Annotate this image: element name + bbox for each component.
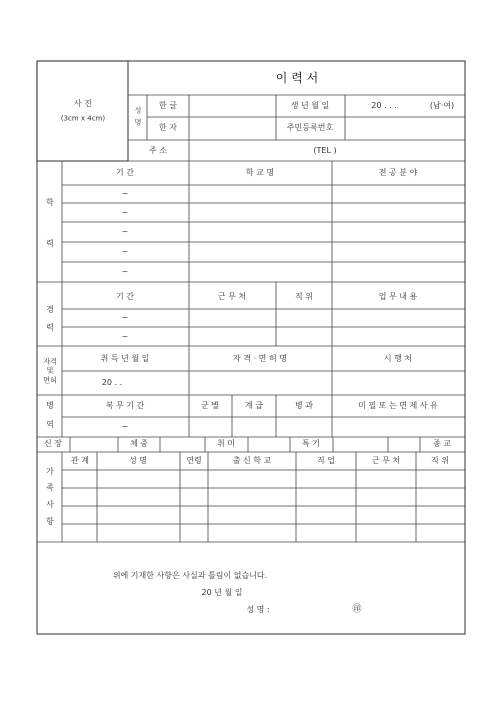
career-row-period: ~ <box>121 332 129 341</box>
name-label-1: 성 <box>134 106 142 115</box>
license-header-date: 취 득 년 월 일 <box>100 354 150 363</box>
name-hanja-label: 한 자 <box>159 123 177 132</box>
education-row-period: ~ <box>121 208 129 217</box>
family-header-workplace: 근 무 처 <box>371 456 401 465</box>
career-header-duties: 업 무 내 용 <box>378 292 418 301</box>
seal-mark: ㊞ <box>352 604 362 615</box>
education-row-period: ~ <box>121 189 129 198</box>
religion-label: 종 교 <box>433 439 451 448</box>
family-header-age: 연령 <box>186 456 202 465</box>
military-section-1: 병 <box>46 401 54 410</box>
education-header-period: 기 간 <box>116 168 134 177</box>
height-label: 신 장 <box>44 439 62 448</box>
address-label: 주 소 <box>149 146 167 155</box>
license-header-issuer: 시 행 처 <box>383 354 413 363</box>
family-header-school: 출 신 학 교 <box>232 456 272 465</box>
career-header-position: 직 위 <box>295 292 313 301</box>
resident-no-label: 주민등록번호 <box>286 123 334 132</box>
declaration-date: 20 년 월 일 <box>201 588 243 597</box>
career-row-period: ~ <box>121 313 129 322</box>
education-row-period: ~ <box>121 267 129 276</box>
family-header-job: 직 업 <box>317 456 335 465</box>
education-header-school: 학 교 명 <box>245 168 275 177</box>
career-section-1: 경 <box>46 305 54 314</box>
military-section-2: 역 <box>46 420 54 429</box>
military-row-period: ~ <box>121 422 129 431</box>
special-skill-label: 특 기 <box>302 439 320 448</box>
declaration-statement: 위에 기재한 사항은 사실과 틀림이 없습니다. <box>112 571 268 580</box>
education-section-2: 력 <box>46 239 54 248</box>
family-header-relation: 관 계 <box>71 456 89 465</box>
career-header-workplace: 근 무 처 <box>217 292 247 301</box>
career-header-period: 기 간 <box>116 292 134 301</box>
declaration-signer-label: 성 명 : <box>246 605 270 614</box>
gender-value: (남·여) <box>429 101 455 110</box>
birth-label: 생 년 월 일 <box>290 101 330 110</box>
license-row-date: 20 . . <box>101 378 123 387</box>
document-title: 이 력 서 <box>275 71 319 85</box>
family-section-4: 항 <box>46 517 54 526</box>
photo-label: 사 진 <box>74 99 92 108</box>
license-section-1: 자격 <box>43 357 57 366</box>
family-section-1: 가 <box>46 467 54 476</box>
license-section-3: 면허 <box>43 376 57 385</box>
photo-size: (3cm x 4cm) <box>60 114 106 123</box>
weight-label: 체 중 <box>130 439 148 448</box>
career-section-2: 력 <box>46 323 54 332</box>
education-header-major: 전 공 분 야 <box>378 168 418 177</box>
license-section-2: 및 <box>46 366 54 375</box>
family-header-position: 직 위 <box>431 456 449 465</box>
military-header-period: 복 무 기 간 <box>105 401 145 410</box>
education-section-1: 학 <box>46 198 54 207</box>
name-korean-label: 한 글 <box>159 101 177 110</box>
military-header-specialty: 병 과 <box>295 401 313 410</box>
military-header-exemption: 미 필 또 는 면 제 사 유 <box>358 401 438 410</box>
military-header-branch: 군 별 <box>201 401 219 410</box>
family-header-name: 성 명 <box>129 456 147 465</box>
family-section-3: 사 <box>46 500 54 509</box>
license-header-name: 자 격 · 면 허 명 <box>233 354 287 363</box>
military-header-rank: 계 급 <box>245 401 263 410</box>
name-label-2: 명 <box>134 118 142 127</box>
birth-value: 20 . . . <box>371 101 397 110</box>
family-section-2: 족 <box>46 483 54 492</box>
address-tel: (TEL ) <box>313 146 337 155</box>
education-row-period: ~ <box>121 247 129 256</box>
education-row-period: ~ <box>121 227 129 236</box>
hobby-label: 취 미 <box>217 439 235 448</box>
